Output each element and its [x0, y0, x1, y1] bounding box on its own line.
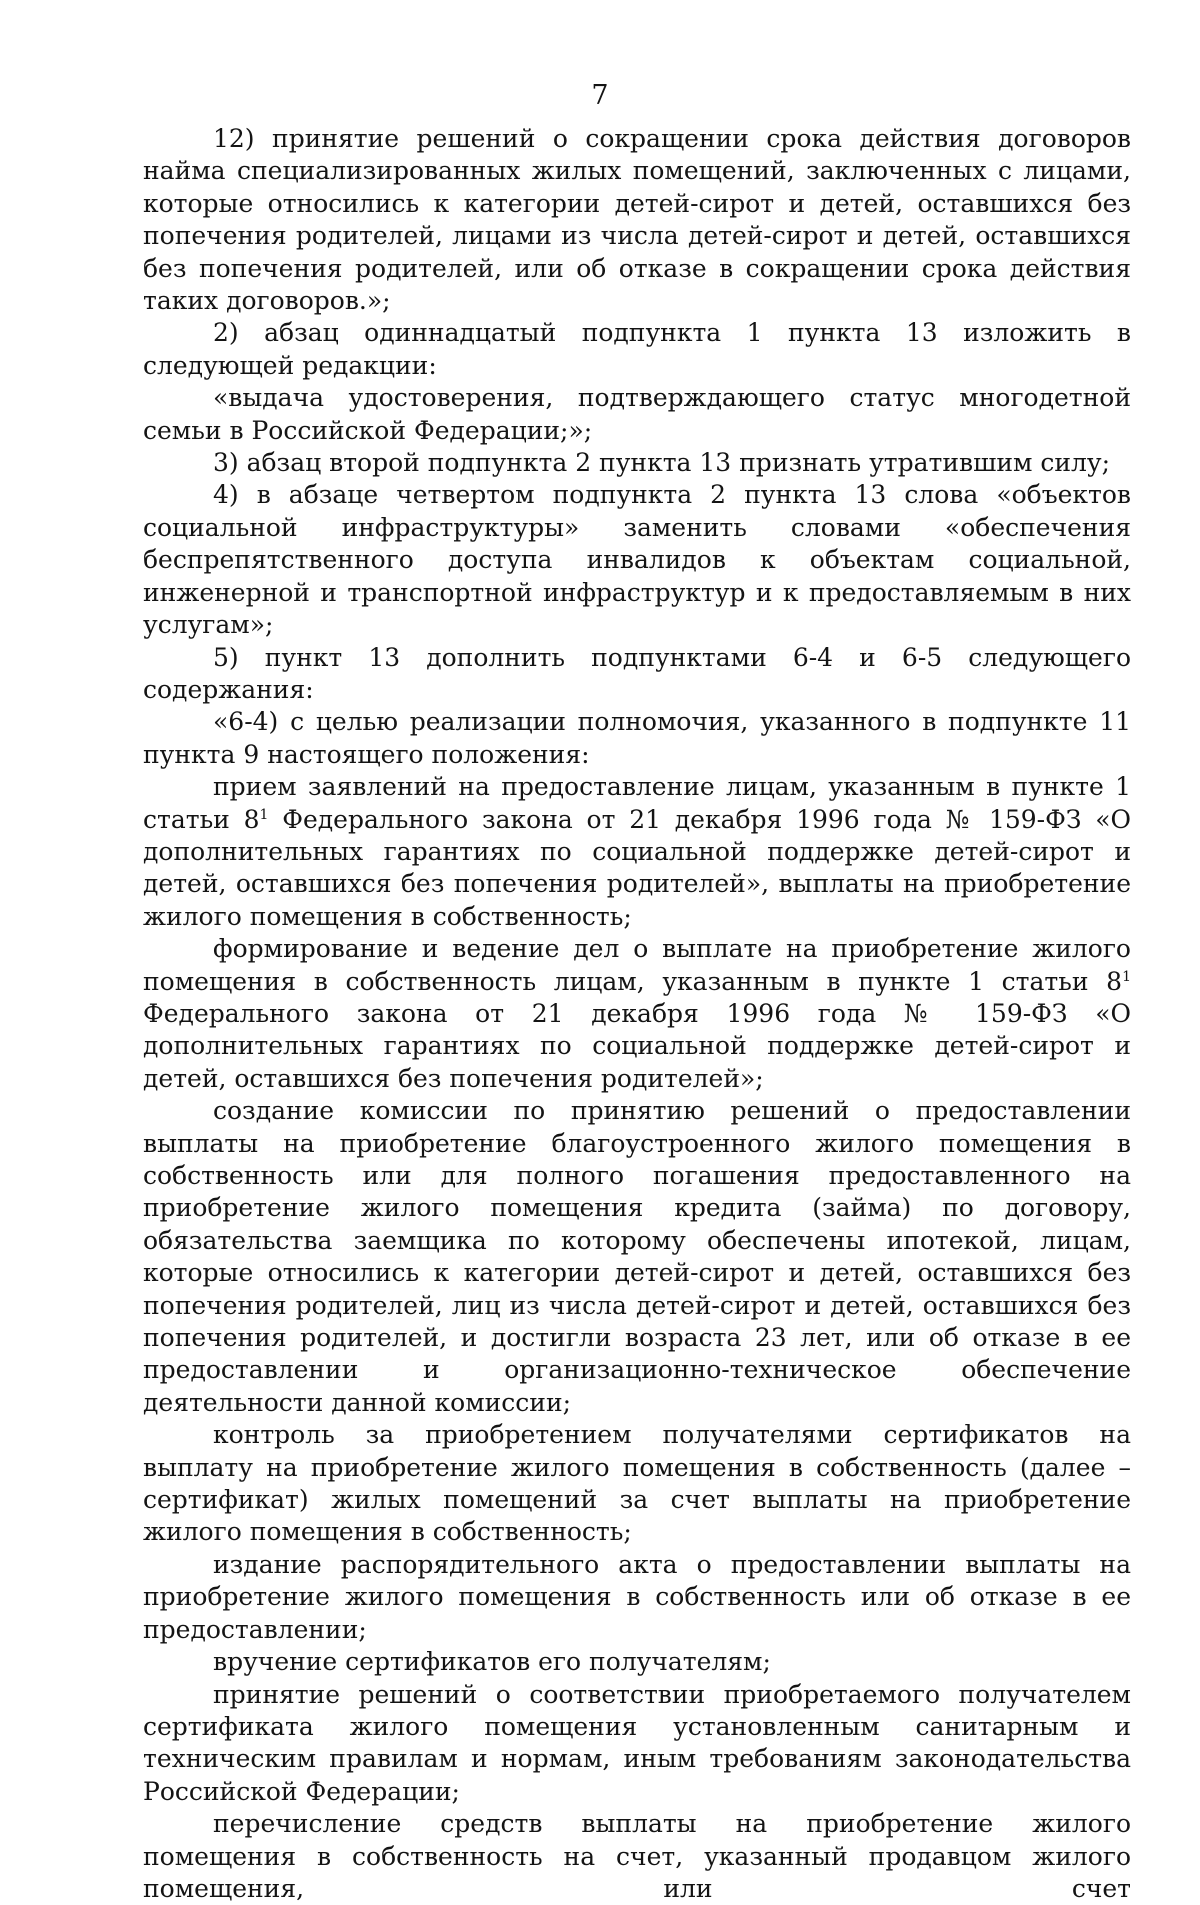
- paragraph-amendment-4: 4) в абзаце четвертом подпункта 2 пункта 13 слова «объектов социальной инфраструктуры» заменить словами «обеспечения беспрепятственного доступа инвалидов к объектам социальной, инженерной и транспортной инфраструктур и к предоставляемым в них услугам»;: [143, 480, 1131, 640]
- paragraph-control: контроль за приобретением получателями сертификатов на выплату на приобретение жилого помещения в собственность (далее – сертификат) жилых помещений за счет выплаты на приобретение жилого помещения в собственность;: [143, 1420, 1131, 1547]
- paragraph-applications: [143, 771, 1131, 933]
- paragraph-amendment-2: 2) абзац одиннадцатый подпункта 1 пункта 13 изложить в следующей редакции:: [143, 318, 1131, 380]
- case-files-text-start: формирование и ведение дел о выплате на приобретение жилого помещения в собственность лицам, указанным в пункте 1 статьи 8: [143, 934, 1131, 996]
- paragraph-item-12: 12) принятие решений о сокращении срока действия договоров найма специализированных жилых помещений, заключенных с лицами, которые относились к категории детей-сирот и детей, оставшихся без попечения родителей, лицами из числа детей-сирот и детей, оставшихся без попечения родителей, или об отказе в сокращении срока действия таких договоров.»;: [143, 124, 1131, 316]
- paragraph-administrative-act: издание распорядительного акта о предоставлении выплаты на приобретение жилого помещения в собственность или об отказе в ее предоставлении;: [143, 1549, 1131, 1644]
- paragraph-commission: создание комиссии по принятию решений о предоставлении выплаты на приобретение благоустроенного жилого помещения в собственность или для полного погашения предоставленного на приобретение жилого помещения кредита (займа) по договору, обязательства заемщика по которому обеспечены ипотекой, лицам, которые относились к категории детей-сирот и детей, оставшихся без попечения родителей, лиц из числа детей-сирот и детей, оставшихся без попечения родителей, и достигли возраста 23 лет, или об отказе в ее предоставлении и организационно-техническое обеспечение деятельности данной комиссии;: [143, 1096, 1131, 1417]
- paragraph-compliance-decisions: принятие решений о соответствии приобретаемого получателем сертификата жилого помещения установленным санитарным и техническим правилам и нормам, иным требованиям законодательства Российской Федерации;: [143, 1679, 1131, 1806]
- paragraph-case-files: [143, 933, 1131, 1095]
- paragraph-transfer-funds: перечисление средств выплаты на приобретение жилого помещения в собственность на счет, указанный продавцом жилого помещения, или счет: [143, 1809, 1131, 1903]
- applications-text-start: прием заявлений на предоставление лицам, указанным в пункте 1 статьи 8: [143, 772, 1131, 834]
- paragraph-subitem-6-4: «6-4) с целью реализации полномочия, указанного в подпункте 11 пункта 9 настоящего положения:: [143, 707, 1131, 769]
- applications-text-end: Федерального закона от 21 декабря 1996 года № 159-ФЗ «О дополнительных гарантиях по социальной поддержке детей-сирот и детей, оставшихся без попечения родителей», выплаты на приобретение жилого помещения в собственность;: [143, 804, 1132, 931]
- article-superscript: 1: [1122, 968, 1131, 985]
- page-number: 7: [591, 80, 609, 111]
- paragraph-amendment-5: 5) пункт 13 дополнить подпунктами 6-4 и 6-5 следующего содержания:: [143, 642, 1131, 704]
- paragraph-quote-certificate: «выдача удостоверения, подтверждающего статус многодетной семьи в Российской Федерации;»;: [143, 383, 1131, 445]
- document-body: [143, 123, 1131, 1905]
- paragraph-amendment-3: 3) абзац второй подпункта 2 пункта 13 признать утратившим силу;: [213, 448, 1111, 478]
- article-superscript: 1: [259, 806, 269, 823]
- case-files-text-end: Федерального закона от 21 декабря 1996 года № 159-ФЗ «О дополнительных гарантиях по социальной поддержке детей-сирот и детей, оставшихся без попечения родителей»;: [143, 998, 1131, 1093]
- paragraph-certificate-delivery: вручение сертификатов его получателям;: [213, 1647, 771, 1677]
